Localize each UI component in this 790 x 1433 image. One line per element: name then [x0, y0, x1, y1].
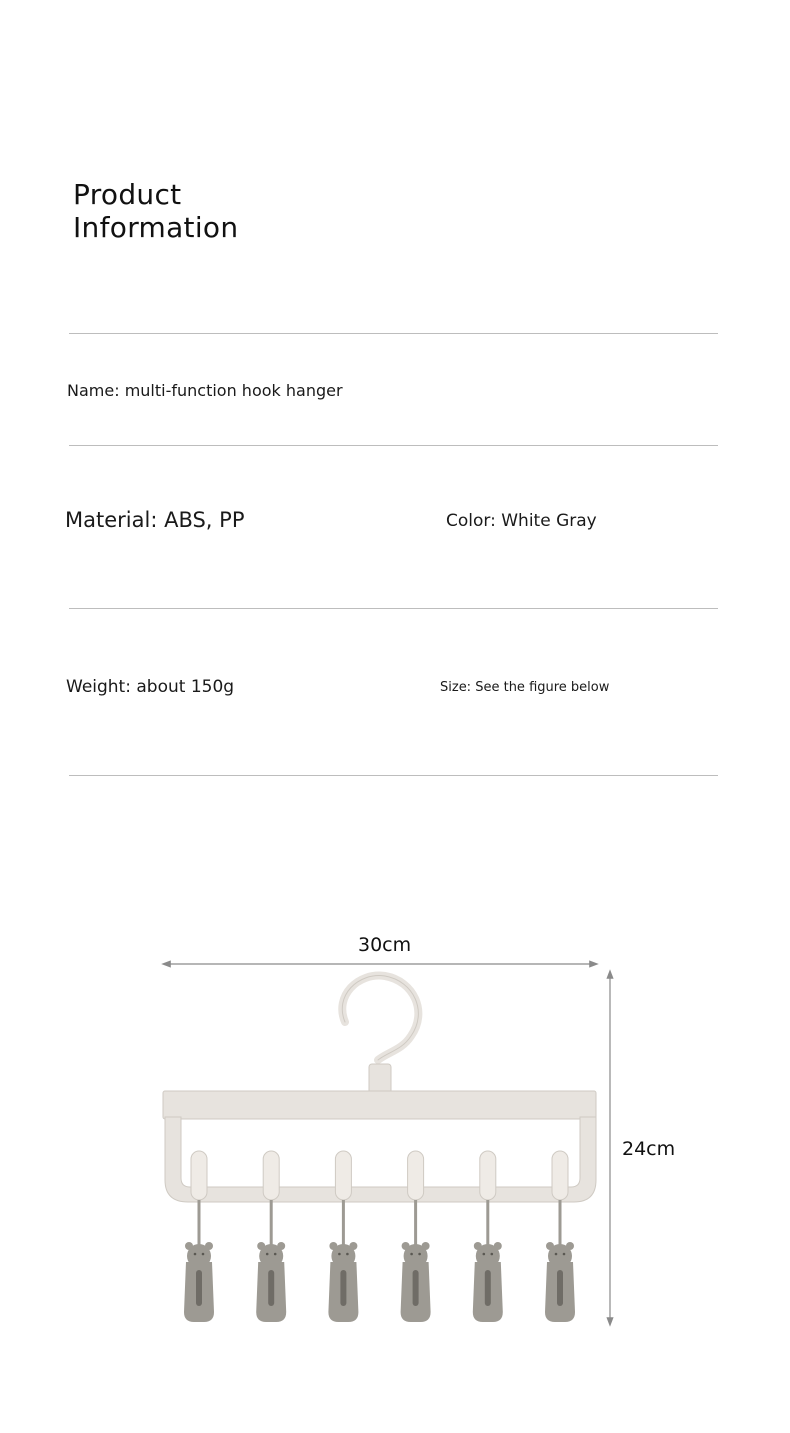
- hanger-hook-base: [369, 1064, 391, 1094]
- hook-peg: [408, 1151, 424, 1200]
- clip-eye: [410, 1253, 413, 1256]
- clip-eye: [563, 1253, 566, 1256]
- hook-peg: [480, 1151, 496, 1200]
- clip-eye: [555, 1253, 558, 1256]
- clip-slot: [557, 1270, 563, 1306]
- clip-slot: [340, 1270, 346, 1306]
- section-title-line2: Information: [73, 211, 239, 244]
- clip: [545, 1151, 575, 1322]
- clip-eye: [194, 1253, 197, 1256]
- hanger-frame: [165, 1117, 596, 1202]
- clip-eye: [338, 1253, 341, 1256]
- clip: [328, 1151, 358, 1322]
- clip-eye: [418, 1253, 421, 1256]
- clip-eye: [202, 1253, 205, 1256]
- spec-weight-value: about 150g: [136, 677, 235, 697]
- clip-eye: [274, 1253, 277, 1256]
- hanger: [163, 976, 596, 1202]
- clip: [473, 1151, 503, 1322]
- hook-peg: [263, 1151, 279, 1200]
- clip: [184, 1151, 214, 1322]
- hook-peg: [191, 1151, 207, 1200]
- clip-eye: [491, 1253, 494, 1256]
- section-title-line1: Product: [73, 178, 182, 211]
- clip-eye: [266, 1253, 269, 1256]
- clip-slot: [196, 1270, 202, 1306]
- clip-eye: [346, 1253, 349, 1256]
- clip-slot: [485, 1270, 491, 1306]
- height-label: 24cm: [622, 1138, 676, 1160]
- spec-name-label: Name:: [67, 381, 120, 400]
- spec-name-value: multi-function hook hanger: [124, 381, 343, 400]
- clips: [184, 1151, 575, 1322]
- hook-peg: [335, 1151, 351, 1200]
- clip-slot: [413, 1270, 419, 1306]
- spec-weight-label: Weight:: [66, 677, 131, 697]
- clip-slot: [268, 1270, 274, 1306]
- spec-color-label: Color:: [446, 511, 496, 531]
- clip: [401, 1151, 431, 1322]
- hook-peg: [552, 1151, 568, 1200]
- spec-color-value: White Gray: [501, 511, 597, 531]
- spec-size-label: Size:: [440, 680, 472, 695]
- spec-material-label: Material:: [65, 508, 158, 532]
- hanger-hook: [342, 976, 418, 1060]
- width-label: 30cm: [358, 934, 412, 956]
- spec-material-value: ABS, PP: [164, 508, 245, 532]
- hanger-top-bar: [163, 1091, 596, 1119]
- clip-eye: [483, 1253, 486, 1256]
- spec-size-value: See the figure below: [475, 680, 610, 695]
- clip: [256, 1151, 286, 1322]
